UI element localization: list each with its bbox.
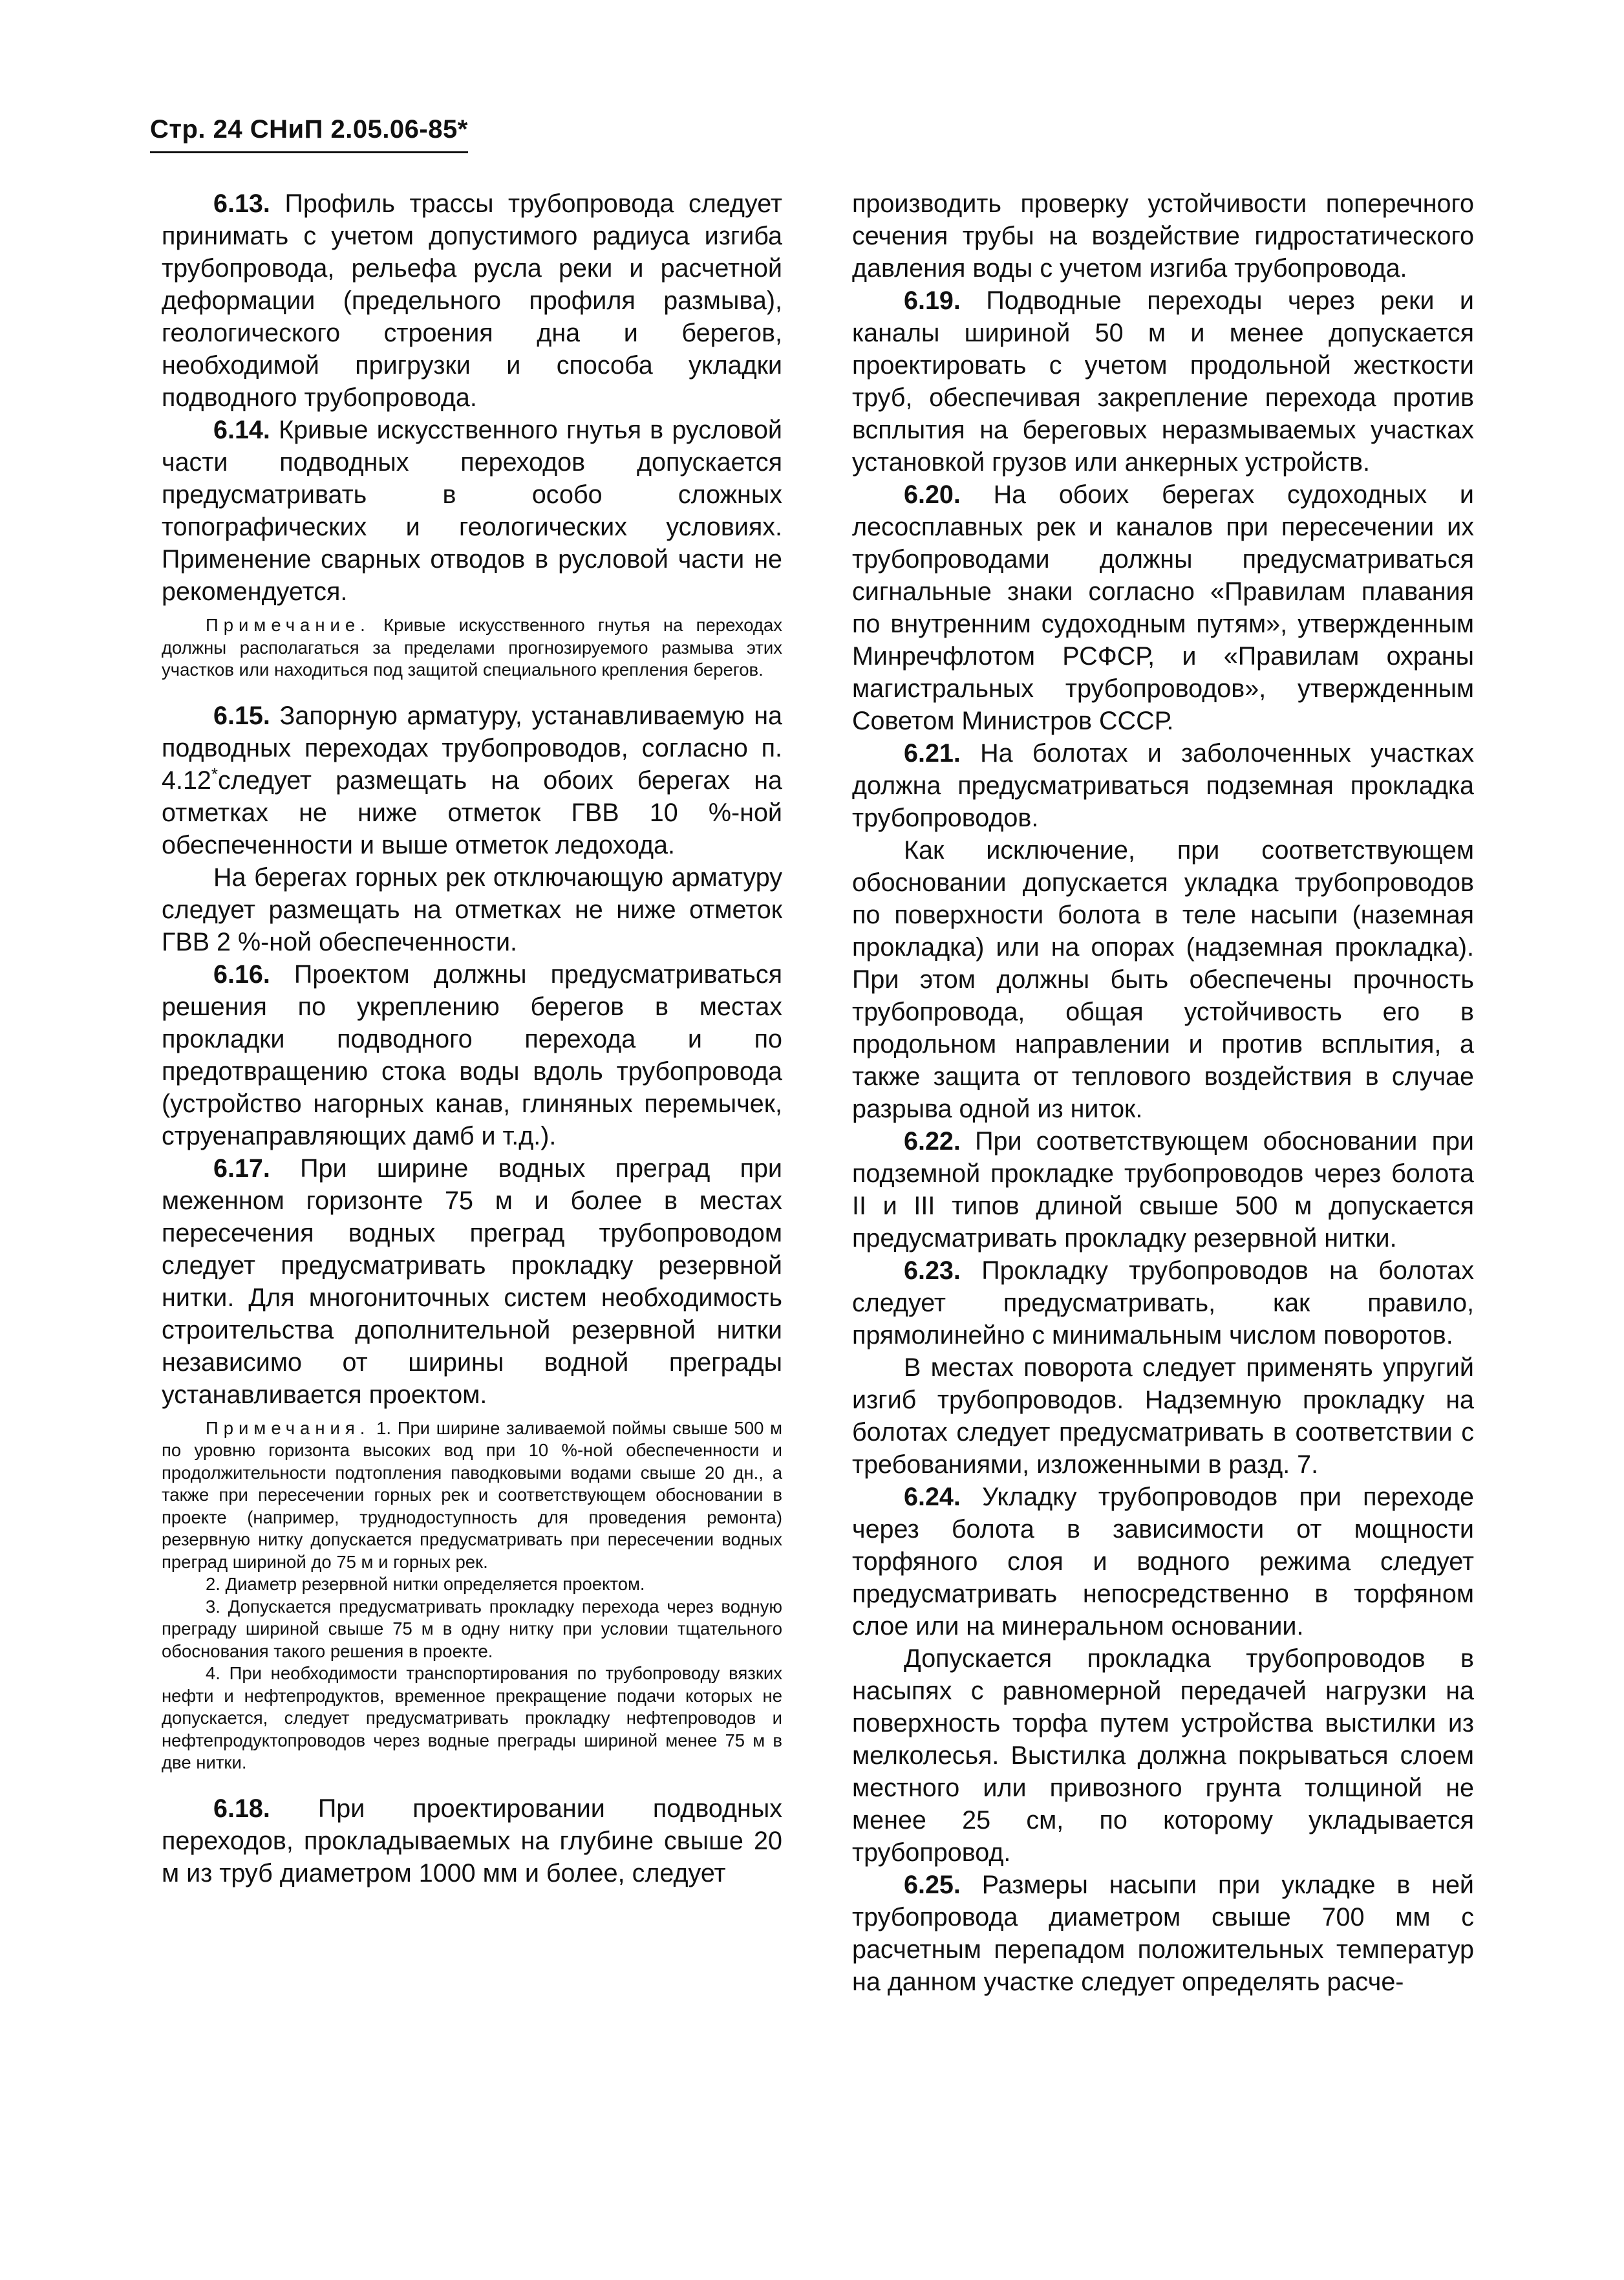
- clause-number: 6.21.: [904, 739, 961, 768]
- clause-6-13: [162, 188, 782, 414]
- clause-text: Запорную арматуру, устанавливаемую на подводных переходах трубопроводов, согласно п. 4.12: [162, 701, 782, 795]
- clause-text: Подводные переходы через реки и каналы шириной 50 м и менее допускается проектировать с учетом продольной жесткости труб, обеспечивая закрепление перехода против всплытия на береговых неразмываемых участках установкой грузов или анкерных устройств.: [852, 286, 1474, 477]
- notes-6-17-item-3: 3. Допускается предусматривать прокладку перехода через водную преграду шириной свыше 75 м в одну нитку при условии тщательного обоснования такого решения в проекте.: [162, 1596, 782, 1661]
- clause-6-18-continued: производить проверку устойчивости поперечного сечения трубы на воздействие гидростатического давления воды с учетом изгиба трубопровода.: [852, 189, 1474, 283]
- clause-number: 6.19.: [904, 286, 961, 315]
- clause-6-18: [162, 1792, 782, 1889]
- clause-number: 6.17.: [213, 1154, 270, 1183]
- clause-6-24: [852, 1481, 1474, 1642]
- clause-number: 6.22.: [904, 1127, 961, 1156]
- notes-6-17-item-2: 2. Диаметр резервной нитки определяется проектом.: [206, 1574, 645, 1594]
- clause-6-21: [852, 737, 1474, 834]
- clause-6-15-para-2: На берегах горных рек отключающую арматуру следует размещать на отметках не ниже отметок ГВВ 2 %-ной обеспеченности.: [162, 863, 782, 956]
- clause-6-23: [852, 1254, 1474, 1351]
- clause-6-21-para-2: Как исключение, при соответствующем обосновании допускается укладка трубопроводов по поверхности болота в теле насыпи (наземная прокладка) или на опорах (надземная прокладка). При этом должны быть обеспечены прочность трубопровода, общая устойчивость его в продольном направлении и против всплытия, а также защита от теплового воздействия в случае разрыва одной из ниток.: [852, 836, 1474, 1123]
- clause-6-24-para-2: Допускается прокладка трубопроводов в насыпях с равномерной передачей нагрузки на поверхность торфа путем устройства выстилки из мелколесья. Выстилка должна покрываться слоем местного или привозного грунта толщиной не менее 25 см, по которому укладывается трубопровод.: [852, 1644, 1474, 1867]
- note-label: Примечание.: [206, 615, 370, 635]
- note-6-14: [162, 614, 782, 682]
- clause-6-15: [162, 700, 782, 861]
- clause-text: Кривые искусственного гнутья в русловой части подводных переходов допускается предусматривать в особо сложных топографических и геологических условиях. Применение сварных отводов в русловой части не рекомендуется.: [162, 416, 782, 606]
- left-column: [162, 188, 782, 1889]
- page-header: [150, 115, 468, 144]
- clause-text: Размеры насыпи при укладке в ней трубопровода диаметром свыше 700 мм с расчетным перепадом положительных температур на данном участке следует определять расче-: [852, 1871, 1474, 1996]
- note-text: 1. При ширине заливаемой поймы свыше 500 м по уровню горизонта высоких вод при 10 %-ной обеспеченности и продолжительности подтопления паводковыми водами свыше 20 дн., а также при пересечении горных рек и соответствующем обосновании в проекте (например, труднодоступность для проведения ремонта) резервную нитку допускается предусматривать при пересечении водных преград шириной до 75 м и горных рек.: [162, 1417, 782, 1572]
- clause-text: На обоих берегах судоходных и лесосплавных рек и каналов при пересечении их трубопроводами должны предусматриваться сигнальные знаки согласно «Правилам плавания по внутренним судоходным путям», утвержденным Минречфлотом РСФСР, и «Правилам охраны магистральных трубопроводов», утвержденным Советом Министров СССР.: [852, 480, 1474, 735]
- clause-text: При проектировании подводных переходов, прокладываемых на глубине свыше 20 м из труб диаметром 1000 мм и более, следует: [162, 1794, 782, 1887]
- clause-text: Профиль трассы трубопровода следует принимать с учетом допустимого радиуса изгиба трубопровода, рельефа русла реки и расчетной деформации (предельного профиля размыва), геологического строения дна и берегов, необходимой пригрузки и способа укладки подводного трубопровода.: [162, 189, 782, 412]
- notes-6-17-item-4: 4. При необходимости транспортирования по трубопроводу вязких нефти и нефтепродуктов, временное прекращение подачи которых не допускается, следует предусматривать прокладку нефтепроводов и нефтепродуктопроводов через водные преграды шириной менее 75 м в две нитки.: [162, 1663, 782, 1772]
- clause-number: 6.20.: [904, 480, 961, 509]
- clause-text: При соответствующем обосновании при подземной прокладке трубопроводов через болота II и III типов длиной свыше 500 м допускается предусматривать прокладку резервной нитки.: [852, 1127, 1474, 1253]
- clause-text: При ширине водных преград при меженном горизонте 75 м и более в местах пересечения водных преград трубопроводом следует предусматривать прокладку резервной нитки. Для многониточных систем необходимость строительства дополнительной резервной нитки независимо от ширины водной преграды устанавливается проектом.: [162, 1154, 782, 1409]
- clause-number: 6.18.: [213, 1794, 270, 1823]
- clause-number: 6.15.: [213, 701, 270, 730]
- clause-6-14: [162, 414, 782, 608]
- clause-number: 6.16.: [213, 960, 270, 989]
- page-header-title: Стр. 24 СНиП 2.05.06-85*: [150, 115, 468, 144]
- clause-6-23-para-2: В местах поворота следует применять упругий изгиб трубопроводов. Надземную прокладку на болотах следует предусматривать в соответствии с требованиями, изложенными в разд. 7.: [852, 1353, 1474, 1479]
- clause-number: 6.23.: [904, 1256, 961, 1285]
- clause-6-22: [852, 1125, 1474, 1254]
- note-text: Кривые искусственного гнутья на переходах должны располагаться за пределами прогнозируемого размыва этих участков или находиться под защитой специального крепления берегов.: [162, 615, 782, 680]
- clause-6-19: [852, 285, 1474, 479]
- notes-label: Примечания.: [206, 1417, 370, 1438]
- clause-text: На болотах и заболоченных участках должна предусматриваться подземная прокладка трубопроводов.: [852, 739, 1474, 832]
- clause-6-20: [852, 479, 1474, 737]
- clause-number: 6.25.: [904, 1871, 961, 1899]
- clause-number: 6.14.: [213, 416, 270, 444]
- clause-6-16: [162, 958, 782, 1152]
- clause-text: Проектом должны предусматриваться решения по укреплению берегов в местах прокладки подводного перехода и по предотвращению стока воды вдоль трубопровода (устройство нагорных канав, глиняных перемычек, струенаправляющих дамб и т.д.).: [162, 960, 782, 1150]
- clause-number: 6.24.: [904, 1483, 961, 1511]
- clause-text-cont: следует размещать на обоих берегах на отметках не ниже отметок ГВВ 10 %-ной обеспеченности и выше отметок ледохода.: [162, 766, 782, 859]
- clause-6-17: [162, 1152, 782, 1411]
- clause-text: Укладку трубопроводов при переходе через болота в зависимости от мощности торфяного слоя и водного режима следует предусматривать непосредственно в торфяном слое или на минеральном основании.: [852, 1483, 1474, 1640]
- right-column: [852, 188, 1474, 1998]
- clause-text: Прокладку трубопроводов на болотах следует предусматривать, как правило, прямолинейно с минимальным числом поворотов.: [852, 1256, 1474, 1350]
- clause-number: 6.13.: [213, 189, 270, 218]
- superscript-asterisk: *: [211, 764, 219, 784]
- clause-6-25: [852, 1869, 1474, 1998]
- header-underline: [150, 151, 468, 153]
- notes-6-17-item-1: [162, 1417, 782, 1574]
